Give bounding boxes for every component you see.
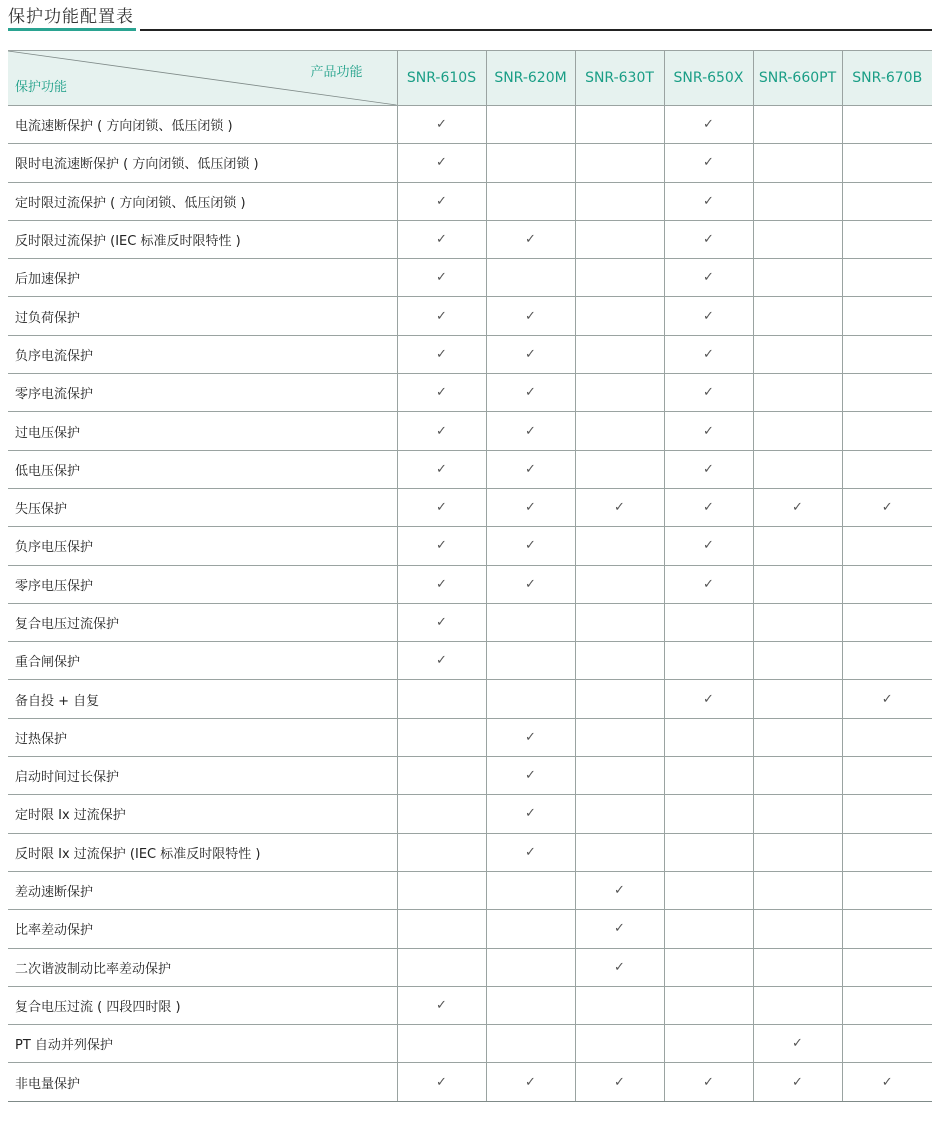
empty-cell [842, 910, 932, 948]
check-mark-cell: ✓ [664, 565, 753, 603]
empty-cell [486, 642, 575, 680]
empty-cell [397, 757, 486, 795]
empty-cell [397, 680, 486, 718]
check-mark-cell: ✓ [664, 220, 753, 258]
table-row [8, 450, 932, 488]
empty-cell [575, 259, 664, 297]
corner-header-cell [8, 51, 397, 106]
empty-cell [753, 106, 842, 144]
corner-label-functions: 保护功能 [15, 80, 68, 95]
check-mark-cell: ✓ [664, 488, 753, 526]
function-name-cell: 负序电流保护 [8, 335, 397, 373]
check-mark-cell: ✓ [664, 450, 753, 488]
empty-cell [486, 948, 575, 986]
empty-cell [575, 374, 664, 412]
check-mark-cell: ✓ [397, 297, 486, 335]
empty-cell [842, 259, 932, 297]
product-header-snr-660pt: SNR-660PT [753, 51, 842, 106]
empty-cell [842, 757, 932, 795]
table-row [8, 910, 932, 948]
product-header-snr-610s: SNR-610S [397, 51, 486, 106]
empty-cell [664, 986, 753, 1024]
empty-cell [842, 603, 932, 641]
check-mark-cell: ✓ [575, 948, 664, 986]
table-row [8, 718, 932, 756]
check-mark-cell: ✓ [397, 1063, 486, 1101]
function-name-cell: 定时限过流保护 ( 方向闭锁、低压闭锁 ) [8, 182, 397, 220]
empty-cell [753, 718, 842, 756]
function-name-cell: 零序电流保护 [8, 374, 397, 412]
table-row [8, 335, 932, 373]
table-row [8, 680, 932, 718]
check-mark-cell: ✓ [397, 412, 486, 450]
check-mark-cell: ✓ [664, 106, 753, 144]
empty-cell [575, 182, 664, 220]
empty-cell [753, 986, 842, 1024]
check-mark-cell: ✓ [664, 297, 753, 335]
table-row [8, 871, 932, 909]
check-mark-cell: ✓ [486, 335, 575, 373]
check-mark-cell: ✓ [664, 144, 753, 182]
check-mark-cell: ✓ [486, 412, 575, 450]
empty-cell [397, 795, 486, 833]
empty-cell [753, 795, 842, 833]
empty-cell [486, 680, 575, 718]
empty-cell [842, 297, 932, 335]
product-header-snr-670b: SNR-670B [842, 51, 932, 106]
empty-cell [486, 144, 575, 182]
empty-cell [575, 527, 664, 565]
empty-cell [842, 527, 932, 565]
check-mark-cell: ✓ [664, 1063, 753, 1101]
empty-cell [753, 374, 842, 412]
protection-config-table [8, 50, 932, 1102]
empty-cell [486, 106, 575, 144]
check-mark-cell: ✓ [397, 220, 486, 258]
corner-label-products: 产品功能 [310, 65, 363, 80]
empty-cell [575, 833, 664, 871]
check-mark-cell: ✓ [664, 374, 753, 412]
empty-cell [664, 948, 753, 986]
table-row [8, 642, 932, 680]
function-name-cell: 反时限 Ix 过流保护 (IEC 标准反时限特性 ) [8, 833, 397, 871]
empty-cell [753, 680, 842, 718]
function-name-cell: 低电压保护 [8, 450, 397, 488]
function-name-cell: 二次谐波制动比率差动保护 [8, 948, 397, 986]
empty-cell [664, 871, 753, 909]
check-mark-cell: ✓ [842, 488, 932, 526]
empty-cell [753, 833, 842, 871]
empty-cell [575, 642, 664, 680]
empty-cell [842, 335, 932, 373]
function-name-cell: 负序电压保护 [8, 527, 397, 565]
check-mark-cell: ✓ [486, 527, 575, 565]
function-name-cell: 备自投 + 自复 [8, 680, 397, 718]
empty-cell [842, 106, 932, 144]
table-row [8, 182, 932, 220]
empty-cell [575, 1025, 664, 1063]
empty-cell [664, 642, 753, 680]
table-row [8, 833, 932, 871]
table-row [8, 565, 932, 603]
check-mark-cell: ✓ [664, 335, 753, 373]
empty-cell [842, 182, 932, 220]
empty-cell [575, 680, 664, 718]
table-body [8, 106, 932, 1102]
empty-cell [397, 871, 486, 909]
check-mark-cell: ✓ [486, 374, 575, 412]
table-row [8, 259, 932, 297]
empty-cell [842, 642, 932, 680]
table-row [8, 795, 932, 833]
function-name-cell: 过负荷保护 [8, 297, 397, 335]
empty-cell [486, 871, 575, 909]
empty-cell [486, 910, 575, 948]
product-header-snr-650x: SNR-650X [664, 51, 753, 106]
empty-cell [486, 986, 575, 1024]
empty-cell [575, 297, 664, 335]
empty-cell [664, 718, 753, 756]
check-mark-cell: ✓ [753, 1025, 842, 1063]
check-mark-cell: ✓ [664, 680, 753, 718]
check-mark-cell: ✓ [397, 106, 486, 144]
empty-cell [397, 718, 486, 756]
check-mark-cell: ✓ [486, 565, 575, 603]
empty-cell [842, 948, 932, 986]
empty-cell [397, 833, 486, 871]
check-mark-cell: ✓ [397, 144, 486, 182]
empty-cell [842, 144, 932, 182]
table-row [8, 1063, 932, 1101]
empty-cell [753, 450, 842, 488]
empty-cell [753, 220, 842, 258]
empty-cell [575, 565, 664, 603]
title-divider [140, 29, 932, 31]
empty-cell [664, 757, 753, 795]
empty-cell [753, 757, 842, 795]
table-row [8, 220, 932, 258]
empty-cell [575, 335, 664, 373]
empty-cell [575, 757, 664, 795]
title-accent-underline [8, 28, 136, 31]
check-mark-cell: ✓ [486, 757, 575, 795]
empty-cell [575, 106, 664, 144]
check-mark-cell: ✓ [486, 833, 575, 871]
function-name-cell: 启动时间过长保护 [8, 757, 397, 795]
check-mark-cell: ✓ [664, 182, 753, 220]
check-mark-cell: ✓ [842, 1063, 932, 1101]
function-name-cell: 重合闸保护 [8, 642, 397, 680]
check-mark-cell: ✓ [486, 220, 575, 258]
table-row [8, 297, 932, 335]
check-mark-cell: ✓ [397, 259, 486, 297]
check-mark-cell: ✓ [664, 259, 753, 297]
empty-cell [753, 297, 842, 335]
empty-cell [842, 718, 932, 756]
empty-cell [753, 259, 842, 297]
function-name-cell: PT 自动并列保护 [8, 1025, 397, 1063]
empty-cell [486, 259, 575, 297]
check-mark-cell: ✓ [486, 450, 575, 488]
check-mark-cell: ✓ [397, 642, 486, 680]
empty-cell [753, 642, 842, 680]
empty-cell [575, 795, 664, 833]
check-mark-cell: ✓ [575, 871, 664, 909]
empty-cell [842, 795, 932, 833]
check-mark-cell: ✓ [842, 680, 932, 718]
check-mark-cell: ✓ [664, 527, 753, 565]
table-row [8, 1025, 932, 1063]
check-mark-cell: ✓ [397, 565, 486, 603]
empty-cell [753, 910, 842, 948]
function-name-cell: 非电量保护 [8, 1063, 397, 1101]
empty-cell [664, 1025, 753, 1063]
empty-cell [575, 603, 664, 641]
empty-cell [575, 986, 664, 1024]
function-name-cell: 反时限过流保护 (IEC 标准反时限特性 ) [8, 220, 397, 258]
check-mark-cell: ✓ [397, 335, 486, 373]
check-mark-cell: ✓ [397, 488, 486, 526]
empty-cell [842, 220, 932, 258]
empty-cell [753, 335, 842, 373]
table-row [8, 144, 932, 182]
check-mark-cell: ✓ [397, 603, 486, 641]
empty-cell [753, 182, 842, 220]
table-row [8, 527, 932, 565]
table-row [8, 412, 932, 450]
function-name-cell: 失压保护 [8, 488, 397, 526]
empty-cell [397, 948, 486, 986]
empty-cell [486, 603, 575, 641]
product-header-snr-620m: SNR-620M [486, 51, 575, 106]
function-name-cell: 差动速断保护 [8, 871, 397, 909]
empty-cell [486, 1025, 575, 1063]
function-name-cell: 定时限 Ix 过流保护 [8, 795, 397, 833]
check-mark-cell: ✓ [397, 182, 486, 220]
empty-cell [486, 182, 575, 220]
empty-cell [842, 833, 932, 871]
table-row [8, 106, 932, 144]
check-mark-cell: ✓ [397, 986, 486, 1024]
empty-cell [842, 450, 932, 488]
header-row [8, 51, 932, 106]
empty-cell [575, 718, 664, 756]
check-mark-cell: ✓ [753, 488, 842, 526]
function-name-cell: 后加速保护 [8, 259, 397, 297]
empty-cell [575, 144, 664, 182]
check-mark-cell: ✓ [753, 1063, 842, 1101]
empty-cell [575, 450, 664, 488]
check-mark-cell: ✓ [486, 1063, 575, 1101]
table-row [8, 986, 932, 1024]
function-name-cell: 复合电压过流 ( 四段四时限 ) [8, 986, 397, 1024]
empty-cell [664, 795, 753, 833]
check-mark-cell: ✓ [397, 374, 486, 412]
check-mark-cell: ✓ [575, 910, 664, 948]
empty-cell [753, 565, 842, 603]
empty-cell [753, 871, 842, 909]
function-name-cell: 复合电压过流保护 [8, 603, 397, 641]
table-row [8, 948, 932, 986]
check-mark-cell: ✓ [486, 297, 575, 335]
function-name-cell: 比率差动保护 [8, 910, 397, 948]
product-header-snr-630t: SNR-630T [575, 51, 664, 106]
empty-cell [753, 527, 842, 565]
page-title: 保护功能配置表 [8, 7, 134, 27]
empty-cell [575, 220, 664, 258]
function-name-cell: 限时电流速断保护 ( 方向闭锁、低压闭锁 ) [8, 144, 397, 182]
function-name-cell: 过热保护 [8, 718, 397, 756]
empty-cell [842, 374, 932, 412]
check-mark-cell: ✓ [486, 718, 575, 756]
empty-cell [397, 1025, 486, 1063]
check-mark-cell: ✓ [575, 1063, 664, 1101]
empty-cell [397, 910, 486, 948]
empty-cell [664, 603, 753, 641]
empty-cell [842, 871, 932, 909]
empty-cell [753, 412, 842, 450]
empty-cell [753, 144, 842, 182]
empty-cell [664, 910, 753, 948]
empty-cell [842, 565, 932, 603]
check-mark-cell: ✓ [664, 412, 753, 450]
check-mark-cell: ✓ [486, 488, 575, 526]
empty-cell [842, 986, 932, 1024]
function-name-cell: 电流速断保护 ( 方向闭锁、低压闭锁 ) [8, 106, 397, 144]
empty-cell [753, 603, 842, 641]
check-mark-cell: ✓ [397, 527, 486, 565]
empty-cell [753, 948, 842, 986]
check-mark-cell: ✓ [397, 450, 486, 488]
empty-cell [664, 833, 753, 871]
table-row [8, 488, 932, 526]
empty-cell [842, 412, 932, 450]
check-mark-cell: ✓ [575, 488, 664, 526]
empty-cell [575, 412, 664, 450]
table-row [8, 757, 932, 795]
function-name-cell: 零序电压保护 [8, 565, 397, 603]
check-mark-cell: ✓ [486, 795, 575, 833]
function-name-cell: 过电压保护 [8, 412, 397, 450]
table-row [8, 374, 932, 412]
empty-cell [842, 1025, 932, 1063]
table-row [8, 603, 932, 641]
